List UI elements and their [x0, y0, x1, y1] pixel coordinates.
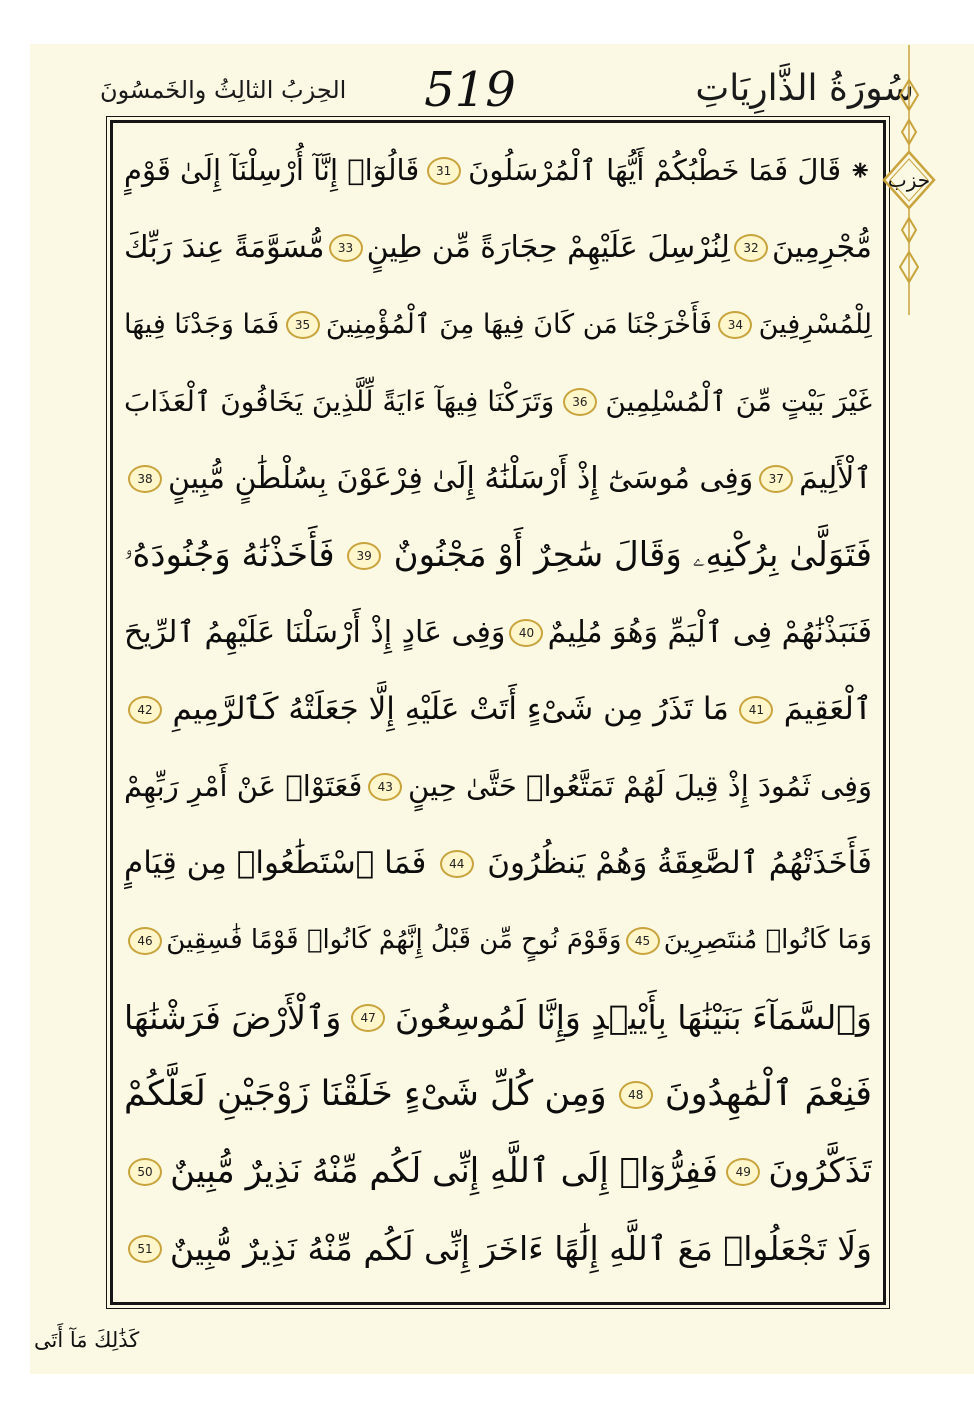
- surah-title: سُورَةُ الذَّارِيَاتِ: [695, 68, 914, 109]
- hizb-marker-label: حزب: [887, 168, 931, 192]
- verse-text: قَالُوٓا۟ إِنَّآ أُرْسِلْنَآ إِلَىٰ قَوْمٍ: [124, 153, 420, 187]
- ayah-number-marker: 44: [440, 850, 474, 878]
- verse-line: [124, 594, 872, 671]
- verse-line: [124, 209, 872, 286]
- ayah-number-marker: 47: [351, 1004, 385, 1032]
- verse-text: فَتَوَلَّىٰ بِرُكْنِهِۦ وَقَالَ سَٰحِرٌ أَوْ مَجْنُونٌ: [393, 535, 872, 575]
- verse-text: وَمِن كُلِّ شَىْءٍ خَلَقْنَا زَوْجَيْنِ لَعَلَّكُمْ: [124, 1074, 607, 1114]
- rub-star-icon: ⁕: [848, 154, 872, 187]
- ayah-number-marker: 33: [329, 234, 363, 262]
- verse-line: [124, 132, 872, 209]
- ayah-number-marker: 43: [368, 773, 402, 801]
- verse-text: فَعَتَوْا۟ عَنْ أَمْرِ رَبِّهِمْ: [124, 769, 363, 803]
- verse-text: وَقَوْمَ نُوحٍ مِّن قَبْلُ إِنَّهُمْ كَانُوا۟ قَوْمًا فَٰسِقِينَ: [166, 925, 622, 955]
- verse-text: لِنُرْسِلَ عَلَيْهِمْ حِجَارَةً مِّن طِينٍ: [366, 230, 730, 265]
- verse-text: قَالَ فَمَا خَطْبُكُمْ أَيُّهَا ٱلْمُرْسَلُونَ: [468, 153, 842, 187]
- verse-text: فَأَخَذْنَٰهُ وَجُنُودَهُۥ: [124, 535, 335, 575]
- verse-line: [124, 440, 872, 517]
- verse-line: [124, 1133, 872, 1210]
- verse-line: [124, 1056, 872, 1133]
- ayah-number-marker: 49: [726, 1158, 760, 1186]
- verse-text: مُّجْرِمِينَ: [772, 230, 872, 265]
- page-number: 519: [424, 62, 516, 118]
- ayah-number-marker: 35: [286, 311, 320, 339]
- verse-text: مَا تَذَرُ مِن شَىْءٍ أَتَتْ عَلَيْهِ إِلَّا جَعَلَتْهُ كَٱلرَّمِيمِ: [172, 691, 729, 727]
- ayah-number-marker: 32: [734, 234, 768, 262]
- page-header: [30, 44, 974, 120]
- ayah-number-marker: 42: [128, 696, 162, 724]
- verse-line: [124, 979, 872, 1056]
- verse-line: [124, 825, 872, 902]
- ayah-number-marker: 36: [563, 388, 597, 416]
- ayah-number-marker: 41: [739, 696, 773, 724]
- ayah-number-marker: 48: [619, 1081, 653, 1109]
- verse-text: وَٱلسَّمَآءَ بَنَيْنَٰهَا بِأَيْي۟دٍ وَإِنَّا لَمُوسِعُونَ: [394, 998, 872, 1037]
- verse-text: فَأَخَذَتْهُمُ ٱلصَّٰعِقَةُ وَهُمْ يَنظُرُونَ: [487, 845, 872, 881]
- ayah-number-marker: 46: [128, 927, 162, 955]
- verse-line: [124, 671, 872, 748]
- verse-line: [124, 902, 872, 979]
- verse-lines: [124, 132, 872, 1287]
- verse-text: وَتَرَكْنَا فِيهَآ ءَايَةً لِّلَّذِينَ يَخَافُونَ ٱلْعَذَابَ: [124, 385, 555, 418]
- verse-line: [124, 286, 872, 363]
- footer-catchword: كَذَٰلِكَ مَآ أَتَى: [34, 1328, 140, 1352]
- ayah-number-marker: 45: [626, 927, 660, 955]
- verse-line: [124, 1210, 872, 1287]
- verse-text: فَمَا وَجَدْنَا فِيهَا: [124, 309, 280, 340]
- verse-text: مُّسَوَّمَةً عِندَ رَبِّكَ: [124, 230, 325, 265]
- ayah-number-marker: 39: [347, 542, 381, 570]
- hizb-label: الحِزبُ الثالِثُ والخَمسُونَ: [100, 76, 347, 104]
- verse-text: فَمَا ٱسْتَطَٰعُوا۟ مِن قِيَامٍ: [124, 845, 427, 881]
- verse-line: [124, 363, 872, 440]
- verse-line: [124, 517, 872, 594]
- verse-text: فَنِعْمَ ٱلْمَٰهِدُونَ: [664, 1074, 872, 1114]
- verse-text: ٱلْعَقِيمَ: [783, 691, 872, 727]
- verse-text: وَفِى مُوسَىٰٓ إِذْ أَرْسَلْنَٰهُ إِلَىٰ فِرْعَوْنَ بِسُلْطَٰنٍ مُّبِينٍ: [167, 461, 754, 496]
- verse-line: [124, 748, 872, 825]
- verse-text: وَمَا كَانُوا۟ مُنتَصِرِينَ: [663, 925, 872, 955]
- verse-text: غَيْرَ بَيْتٍ مِّنَ ٱلْمُسْلِمِينَ: [605, 385, 872, 418]
- ayah-number-marker: 51: [128, 1235, 162, 1263]
- verse-text: فَنَبَذْنَٰهُمْ فِى ٱلْيَمِّ وَهُوَ مُلِيمٌ: [547, 615, 872, 650]
- verse-text: فَفِرُّوٓا۟ إِلَى ٱللَّهِ إِنِّى لَكُم مِّنْهُ نَذِيرٌ مُّبِينٌ: [170, 1151, 719, 1191]
- verse-text: فَأَخْرَجْنَا مَن كَانَ فِيهَا مِنَ ٱلْمُؤْمِنِينَ: [325, 309, 713, 340]
- ayah-number-marker: 37: [759, 465, 793, 493]
- ayah-number-marker: 34: [718, 311, 752, 339]
- verse-text: وَلَا تَجْعَلُوا۟ مَعَ ٱللَّهِ إِلَٰهًا ءَاخَرَ إِنِّى لَكُم مِّنْهُ نَذِيرٌ مُّبِينٌ: [169, 1229, 872, 1268]
- ayah-number-marker: 31: [427, 157, 461, 185]
- verse-text: تَذَكَّرُونَ: [768, 1151, 872, 1191]
- ayah-number-marker: 40: [509, 619, 543, 647]
- verse-text: وَٱلْأَرْضَ فَرَشْنَٰهَا: [124, 998, 342, 1037]
- verse-text: وَفِى عَادٍ إِذْ أَرْسَلْنَا عَلَيْهِمُ ٱلرِّيحَ: [124, 615, 506, 650]
- ayah-number-marker: 38: [128, 465, 162, 493]
- verse-text: ٱلْأَلِيمَ: [799, 461, 872, 496]
- ayah-number-marker: 50: [128, 1158, 162, 1186]
- verse-text: لِلْمُسْرِفِينَ: [758, 309, 872, 340]
- verse-text: وَفِى ثَمُودَ إِذْ قِيلَ لَهُمْ تَمَتَّعُوا۟ حَتَّىٰ حِينٍ: [408, 769, 872, 803]
